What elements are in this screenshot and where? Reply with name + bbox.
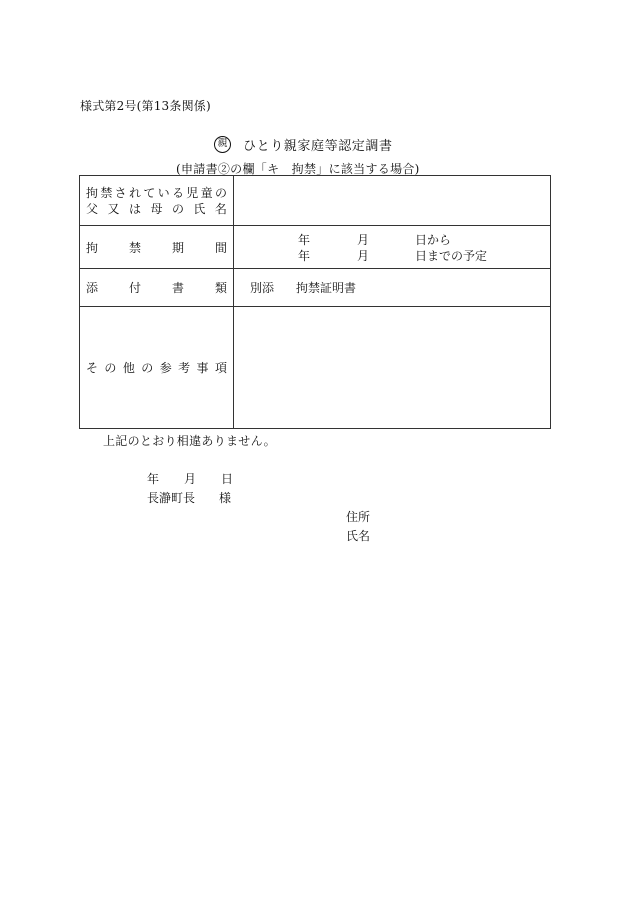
attachment-document: 拘禁証明書 (296, 281, 357, 295)
confirmation-statement: 上記のとおり相違ありません。 (103, 434, 276, 448)
document-title-row (214, 134, 393, 154)
certification-form-table (79, 175, 551, 429)
date-month: 月 (184, 472, 197, 486)
date-day: 日 (221, 472, 234, 486)
label-line-1: 拘 禁 さ れ て い る 児 童 の (86, 185, 227, 200)
addressee-honorific: 様 (219, 491, 232, 505)
name-label: 氏名 (346, 529, 371, 543)
value-other-notes[interactable] (234, 307, 551, 429)
label-parent-name (80, 176, 234, 226)
document-title: ひとり親家庭等認定調書 (243, 138, 393, 154)
period-until-month: 月 (357, 249, 370, 263)
document-subtitle: (申請書②の欄「キ 拘禁」に該当する場合) (176, 162, 420, 176)
addressee-line (147, 489, 231, 506)
period-from-month: 月 (357, 233, 370, 247)
value-parent-name[interactable] (234, 176, 551, 226)
period-until-day: 日までの予定 (415, 249, 488, 263)
label-other-notes: そ の 他 の 参 考 事 項 (80, 307, 234, 429)
addressee-official: 長瀞町長 (147, 491, 196, 505)
date-year: 年 (147, 472, 160, 486)
period-until-year: 年 (298, 249, 311, 263)
table-row-attachments (80, 269, 551, 307)
label-detention-period: 拘 禁 期 間 (80, 226, 234, 269)
form-number: 様式第2号(第13条関係) (80, 99, 211, 113)
value-attachments (234, 269, 551, 307)
period-from-year: 年 (298, 233, 311, 247)
table-row-parent-name (80, 176, 551, 226)
period-from-day: 日から (415, 233, 452, 247)
address-label: 住所 (346, 510, 371, 524)
table-row-detention-period (80, 226, 551, 269)
date-line (147, 470, 233, 487)
value-detention-period[interactable] (234, 226, 551, 269)
attachment-separate: 別添 (250, 281, 275, 295)
label-line-2: 父 又 は 母 の 氏 名 (86, 201, 227, 216)
label-attachments: 添 付 書 類 (80, 269, 234, 307)
table-row-other-notes (80, 307, 551, 429)
circled-oya-mark: 親 (214, 136, 231, 153)
